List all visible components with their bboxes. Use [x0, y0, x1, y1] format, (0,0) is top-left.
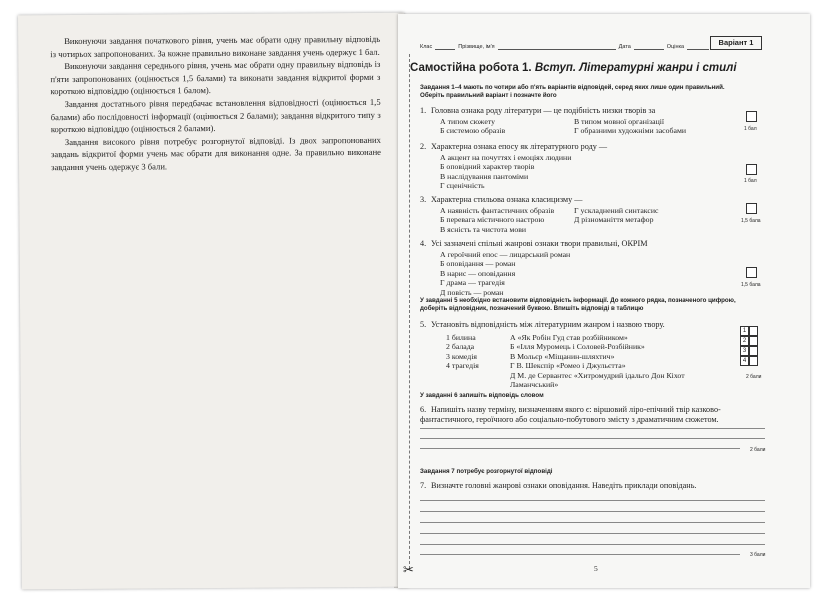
left-page: [18, 13, 408, 590]
option[interactable]: В нарис — оповідання: [440, 268, 516, 278]
question-3: 3. Характерна стильова ознака класицизму —: [420, 195, 583, 204]
q3-options-right: [574, 206, 658, 225]
student-header: [420, 42, 760, 50]
answer-line[interactable]: [420, 522, 765, 523]
option[interactable]: А типом сюжету: [440, 117, 496, 126]
question-7: 7. Визначте головні жанрові ознаки оповідання. Наведіть приклади оповідань.: [420, 481, 697, 490]
answer-line[interactable]: [420, 554, 740, 555]
answer-cell[interactable]: [749, 326, 758, 336]
name-field[interactable]: [498, 42, 616, 50]
genre-item: 1 билина: [446, 333, 476, 342]
q5-answer-table: [740, 326, 758, 366]
variant-label: Варіант 1: [710, 36, 762, 50]
answer-cell[interactable]: [749, 336, 758, 346]
left-page-text: [50, 33, 381, 174]
q5-genres: [446, 333, 479, 371]
answer-cell[interactable]: [749, 346, 758, 356]
answer-line[interactable]: [420, 438, 765, 439]
work-item: Г В. Шекспір «Ромео і Джульєтта»: [510, 361, 626, 371]
q4-answer-checkbox[interactable]: [746, 267, 757, 278]
page-title: Самостійна робота 1. Вступ. Літературні жанри і стилі: [410, 62, 737, 74]
option[interactable]: Б оповідний характер творів: [440, 162, 535, 172]
question-1: 1. Головна ознака роду літератури — це подібність низки творів за: [420, 106, 656, 115]
q2-score: 1 бал: [744, 178, 757, 184]
paragraph: Завдання достатнього рівня передбачає встановлення відповідності (оцінюється 1,5 балами) або послідовності інформації (оцінюється 2 балами); завдання відкритого типу з короткою відповіддю (оцінюється 2 балами).: [50, 96, 381, 135]
answer-line[interactable]: [420, 544, 765, 545]
genre-item: 4 трагедія: [446, 361, 479, 371]
option[interactable]: Б перевага містичного настрою: [440, 215, 545, 225]
paragraph: Виконуючи завдання середнього рівня, учень має обрати одну правильну відповідь із п'яти запропонованих (оцінюється 1,5 балами) та виконати завдання відкритої форми з короткою відповіддю (оцінюється 1 балом).: [50, 59, 381, 97]
question-2: 2. Характерна ознака епосу як літературного роду —: [420, 142, 608, 151]
page-number: 5: [594, 564, 598, 573]
option[interactable]: Г ускладнений синтаксис: [574, 206, 659, 215]
option[interactable]: Г драма — трагедія: [440, 278, 505, 288]
row-number: 1: [740, 326, 749, 336]
date-label: Дата: [618, 44, 631, 50]
paragraph: Завдання високого рівня потребує розгорнутої відповіді. Із двох запропонованих завдань відкритої форми учень має обрати для виконання одне. За правильно виконане завдання учень одержує 3 бали.: [50, 134, 381, 173]
option[interactable]: Г образними художніми засобами: [574, 126, 687, 136]
cut-line: [409, 54, 410, 569]
question-6: 6. Напишіть назву терміну, визначенням якого є: віршовий ліро-епічний твір казково-фантастичного, героїчного або соціально-побутового змісту з драматичним сюжетом.: [420, 405, 721, 424]
date-field[interactable]: [634, 42, 664, 50]
work-item: Б «Ілля Муромець і Соловей-Розбійник»: [510, 342, 645, 352]
answer-line[interactable]: [420, 533, 765, 534]
instruction-3: У завданні 6 запишіть відповідь словом: [420, 392, 544, 399]
row-number: 4: [740, 356, 749, 366]
paragraph: Виконуючи завдання початкового рівня, учень має обрати одну правильну відповідь із чотирьох запропонованих. За кожне правильно виконане завдання учень одержує 1 бал.: [50, 33, 381, 59]
answer-line[interactable]: [420, 511, 765, 512]
q1-options-right: [574, 117, 686, 136]
q4-options: [440, 250, 570, 297]
work-item: Д М. де Сервантес «Хитромудрий ідальго Дон Кіхот Ламанчський»: [510, 370, 685, 390]
option[interactable]: В наслідування пантоміми: [440, 171, 529, 181]
class-field[interactable]: [435, 42, 455, 50]
instruction-1: Завдання 1–4 мають по чотири або п'ять варіантів відповідей, серед яких лише один правильний. Оберіть правильний варіант і позначте його: [420, 84, 725, 99]
q2-options: [440, 153, 571, 191]
q3-options-left: [440, 206, 554, 234]
instruction-4: Завдання 7 потребує розгорнутої відповіді: [420, 468, 553, 475]
option[interactable]: А героїчний епос — лицарський роман: [440, 250, 571, 259]
q7-score: 3 бали: [750, 552, 766, 558]
q5-score: 2 бали: [746, 374, 762, 380]
option[interactable]: В ясність та чистота мови: [440, 224, 527, 234]
option[interactable]: Г сценічність: [440, 181, 485, 191]
q1-answer-checkbox[interactable]: [746, 111, 757, 122]
option[interactable]: А акцент на почуттях і емоціях людини: [440, 153, 572, 162]
scissors-icon: ✂: [403, 562, 414, 577]
grade-field[interactable]: [687, 42, 709, 50]
name-label: Прізвище, ім'я: [458, 44, 495, 50]
genre-item: 3 комедія: [446, 351, 478, 361]
work-item: В Мольєр «Міщанин-шляхтич»: [510, 351, 615, 361]
genre-item: 2 балада: [446, 342, 475, 352]
q1-score: 1 бал: [744, 126, 757, 132]
row-number: 2: [740, 336, 749, 346]
q1-options-left: [440, 117, 505, 136]
grade-label: Оцінка: [666, 44, 685, 50]
q3-answer-checkbox[interactable]: [746, 203, 757, 214]
work-item: А «Як Робін Гуд став розбійником»: [510, 333, 628, 342]
row-number: 3: [740, 346, 749, 356]
option[interactable]: Б системою образів: [440, 126, 506, 136]
class-label: Клас: [420, 44, 433, 50]
option[interactable]: А наявність фантастичних образів: [440, 206, 555, 215]
option[interactable]: В типом мовної організації: [574, 117, 665, 126]
instruction-2: У завданні 5 необхідно встановити відповідність інформації. До кожного рядка, позначеного цифрою, доберіть відповідник, позначений буквою. Впишіть відповіді в таблицю: [420, 297, 736, 312]
q5-works: [510, 333, 725, 389]
answer-line[interactable]: [420, 428, 765, 429]
right-page: [398, 14, 810, 588]
question-5: 5. Установіть відповідність між літературним жанром і назвою твору.: [420, 320, 665, 329]
option[interactable]: Б оповідання — роман: [440, 259, 516, 269]
q4-score: 1,5 бала: [741, 282, 761, 288]
option[interactable]: Д повість — роман: [440, 287, 504, 297]
q6-score: 2 бали: [750, 447, 766, 453]
question-4: 4. Усі зазначені спільні жанрові ознаки твори правильні, ОКРІМ: [420, 239, 648, 248]
q3-score: 1,5 бала: [741, 218, 761, 224]
answer-line[interactable]: [420, 500, 765, 501]
answer-line[interactable]: [420, 448, 740, 449]
q2-answer-checkbox[interactable]: [746, 164, 757, 175]
answer-cell[interactable]: [749, 356, 758, 366]
option[interactable]: Д різноманіття метафор: [574, 215, 654, 225]
